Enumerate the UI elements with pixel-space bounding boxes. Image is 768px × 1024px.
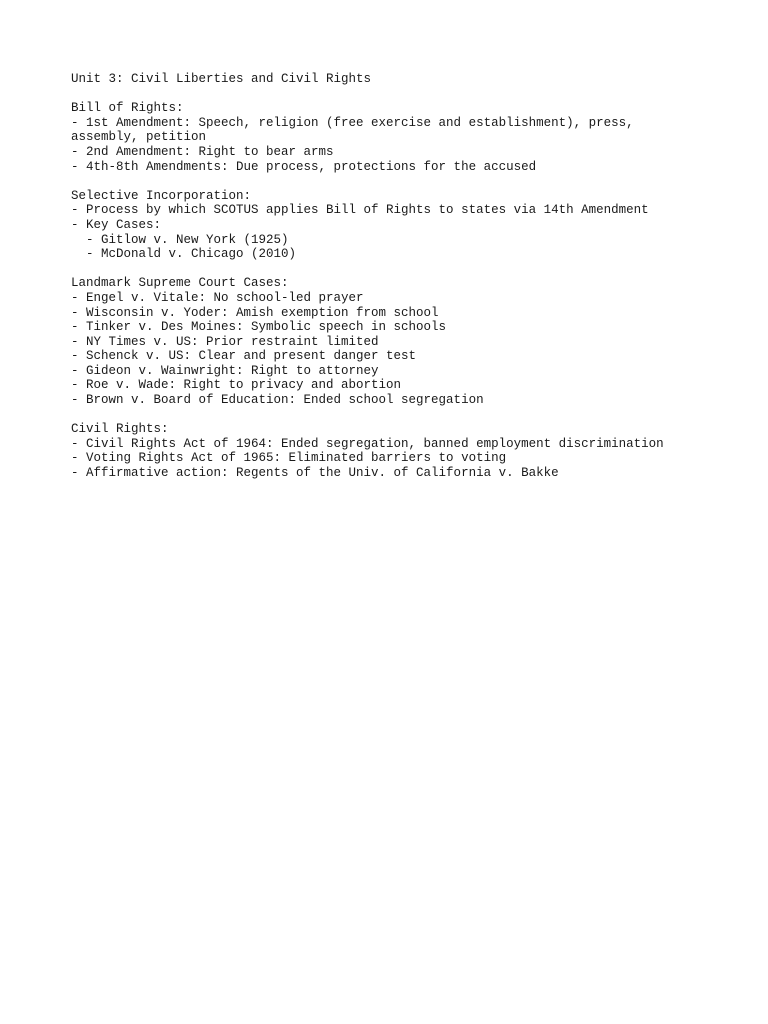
document-title: Unit 3: Civil Liberties and Civil Rights (71, 72, 372, 86)
list-item: - Roe v. Wade: Right to privacy and abortion (71, 378, 402, 393)
section-heading: Selective Incorporation: (71, 188, 252, 203)
list-item: - NY Times v. US: Prior restraint limited (71, 334, 379, 349)
spacer (71, 408, 731, 423)
document-body (71, 72, 731, 481)
list-item: - 2nd Amendment: Right to bear arms (71, 144, 334, 159)
list-item: - Brown v. Board of Education: Ended school segregation (71, 393, 484, 408)
list-item: - Engel v. Vitale: No school-led prayer (71, 290, 364, 305)
list-item: - Wisconsin v. Yoder: Amish exemption from school (71, 305, 439, 320)
section-selective-incorporation (71, 189, 731, 262)
list-item: - Key Cases: (71, 217, 162, 232)
spacer (71, 174, 731, 189)
spacer (71, 87, 731, 102)
list-item: - Affirmative action: Regents of the Univ. of California v. Bakke (71, 466, 559, 481)
spacer (71, 262, 731, 277)
list-item: - Tinker v. Des Moines: Symbolic speech in schools (71, 320, 447, 335)
list-item: - Schenck v. US: Clear and present danger test (71, 349, 417, 364)
section-heading: Landmark Supreme Court Cases: (71, 276, 289, 291)
section-heading: Bill of Rights: (71, 101, 184, 116)
list-item: - Gideon v. Wainwright: Right to attorney (71, 363, 379, 378)
section-civil-rights (71, 422, 731, 480)
list-item: - 1st Amendment: Speech, religion (free exercise and establishment), press, (71, 115, 634, 130)
section-heading: Civil Rights: (71, 422, 169, 437)
section-bill-of-rights (71, 101, 731, 174)
list-item: - Voting Rights Act of 1965: Eliminated barriers to voting (71, 451, 507, 466)
section-landmark-cases (71, 276, 731, 407)
list-item: - 4th-8th Amendments: Due process, protections for the accused (71, 159, 537, 174)
list-item: - Civil Rights Act of 1964: Ended segregation, banned employment discrimination (71, 436, 664, 451)
list-item: - McDonald v. Chicago (2010) (71, 247, 297, 262)
list-item: assembly, petition (71, 130, 207, 145)
list-item: - Gitlow v. New York (1925) (71, 232, 289, 247)
list-item: - Process by which SCOTUS applies Bill of Rights to states via 14th Amendment (71, 203, 649, 218)
